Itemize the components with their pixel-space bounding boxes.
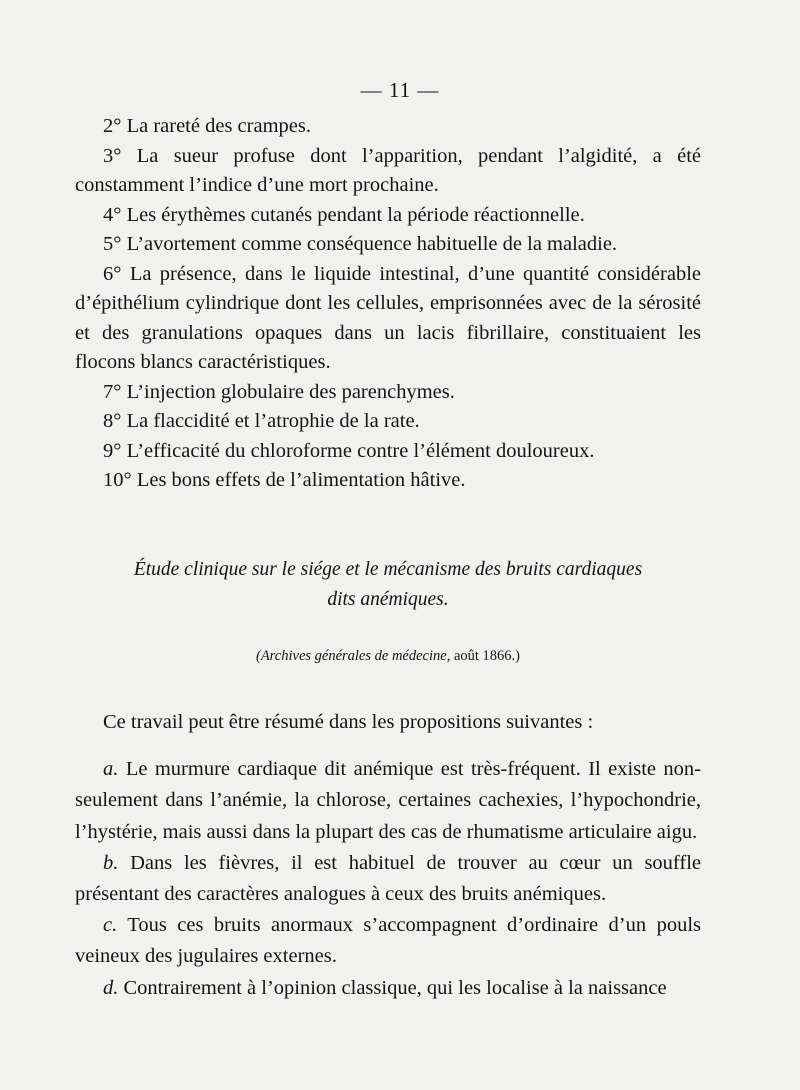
- list-item: 2° La rareté des crampes.: [103, 115, 311, 137]
- list-item: 7° L’injection globulaire des parenchymes.: [103, 380, 455, 403]
- list-item: 10° Les bons effets de l’alimentation hâtive.: [103, 469, 466, 491]
- list-item: 6° La présence, dans le liquide intestinal, d’une quantité considérable d’épithélium cylindrique dont les cellules, emprisonnées avec de la sérosité et des granulations opaques dans un lacis fibrillaire, constituaient les flocons blancs caractéristiques.: [75, 262, 701, 373]
- findings-list: [75, 112, 701, 496]
- proposition-item: c. Tous ces bruits anormaux s’accompagnent d’ordinaire d’un pouls veineux des jugulaires externes.: [75, 914, 701, 968]
- propositions: [75, 707, 701, 1004]
- list-item: 5° L’avortement comme conséquence habituelle de la maladie.: [103, 233, 618, 255]
- list-item: 3° La sueur profuse dont l’apparition, pendant l’algidité, a été constamment l’indice d’une mort prochaine.: [75, 144, 701, 196]
- list-item: 9° L’efficacité du chloroforme contre l’élément douloureux.: [103, 439, 595, 462]
- intro-paragraph: Ce travail peut être résumé dans les propositions suivantes :: [103, 711, 594, 733]
- list-item: 8° La flaccidité et l’atrophie de la rate.: [103, 410, 420, 432]
- list-item: 4° Les érythèmes cutanés pendant la période réactionnelle.: [103, 203, 585, 226]
- proposition-item: a. Le murmure cardiaque dit anémique est très-fréquent. Il existe non-seulement dans l’anémie, la chlorose, certaines cachexies, l’hypochondrie, l’hystérie, mais aussi dans la plupart des cas de rhumatisme articulaire aigu.: [75, 758, 702, 843]
- proposition-item: d. Contrairement à l’opinion classique, qui les localise à la naissance: [103, 976, 667, 999]
- proposition-item: b. Dans les fièvres, il est habituel de trouver au cœur un souffle présentant des caractères analogues à ceux des bruits anémiques.: [75, 851, 702, 906]
- source-citation: (Archives générales de médecine, août 1866.): [256, 648, 520, 664]
- section-title: Étude clinique sur le siége et le mécanisme des bruits cardiaques dits anémiques.: [133, 559, 643, 610]
- page-number: — 11 —: [360, 78, 440, 102]
